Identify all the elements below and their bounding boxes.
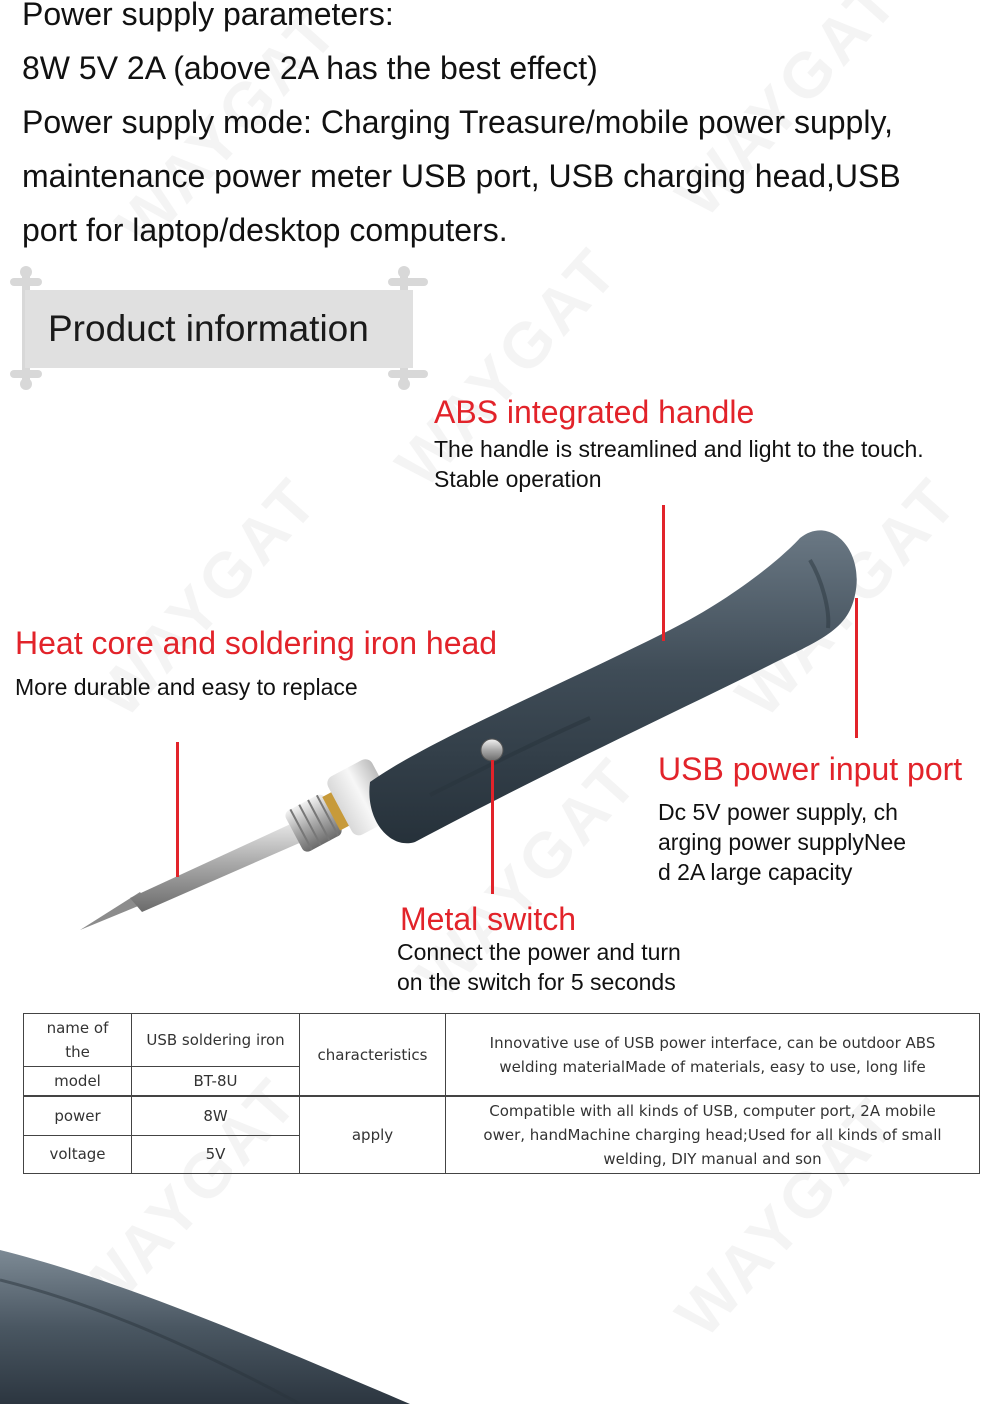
- table-cell: name of the: [24, 1014, 132, 1067]
- table-cell: [446, 1096, 980, 1174]
- handle-callout-desc: [434, 434, 924, 494]
- heat-core-callout-desc: More durable and easy to replace: [15, 674, 358, 700]
- switch-callout-title: Metal switch: [400, 901, 577, 937]
- usb-port-callout-desc: [658, 797, 906, 887]
- table-cell: power: [24, 1096, 132, 1135]
- table-cell: 5V: [132, 1135, 300, 1173]
- handle-closeup-image: [0, 1240, 420, 1404]
- supply-line: 8W 5V 2A (above 2A has the best effect): [22, 50, 598, 86]
- switch-desc-line: Connect the power and turn: [397, 939, 681, 965]
- table-cell: 8W: [132, 1096, 300, 1135]
- supply-line: maintenance power meter USB port, USB charging head,USB: [22, 158, 901, 194]
- table-cell: voltage: [24, 1135, 132, 1173]
- usb-port-callout-title: USB power input port: [658, 751, 963, 787]
- supply-line: port for laptop/desktop computers.: [22, 212, 508, 248]
- usb-port-desc-line: Dc 5V power supply, ch: [658, 799, 898, 825]
- switch-desc-line: on the switch for 5 seconds: [397, 969, 676, 995]
- spec-table: [23, 1013, 980, 1174]
- usb-port-pointer-line: [855, 598, 858, 738]
- cell-line: welding, DIY manual and son: [603, 1150, 822, 1168]
- table-cell: characteristics: [300, 1014, 446, 1097]
- switch-callout-desc: [397, 937, 681, 997]
- usb-port-desc-line: d 2A large capacity: [658, 859, 853, 885]
- switch-pointer-line: [491, 760, 494, 894]
- table-cell: model: [24, 1067, 132, 1097]
- handle-desc-line: The handle is streamlined and light to the touch.: [434, 436, 924, 462]
- usb-port-desc-line: arging power supplyNee: [658, 829, 907, 855]
- handle-desc-line: Stable operation: [434, 466, 602, 492]
- cell-line: ower, handMachine charging head;Used for all kinds of small: [483, 1126, 942, 1144]
- cell-line: Compatible with all kinds of USB, computer port, 2A mobile: [489, 1102, 936, 1120]
- handle-pointer-line: [662, 505, 665, 641]
- banner-title: Product information: [48, 308, 369, 349]
- table-cell: [446, 1014, 980, 1097]
- heat-core-callout-title: Heat core and soldering iron head: [15, 625, 498, 661]
- table-row: [24, 1014, 980, 1067]
- table-cell: USB soldering iron: [132, 1014, 300, 1067]
- cell-line: Innovative use of USB power interface, can be outdoor ABS: [489, 1033, 936, 1052]
- cell-line: welding materialMade of materials, easy to use, long life: [499, 1057, 926, 1076]
- table-row: [24, 1096, 980, 1135]
- supply-line: Power supply mode: Charging Treasure/mobile power supply,: [22, 104, 893, 140]
- heat-core-pointer-line: [176, 742, 179, 877]
- table-cell: apply: [300, 1096, 446, 1174]
- handle-callout-title: ABS integrated handle: [434, 394, 755, 430]
- table-cell: BT-8U: [132, 1067, 300, 1097]
- supply-line: Power supply parameters:: [22, 0, 394, 32]
